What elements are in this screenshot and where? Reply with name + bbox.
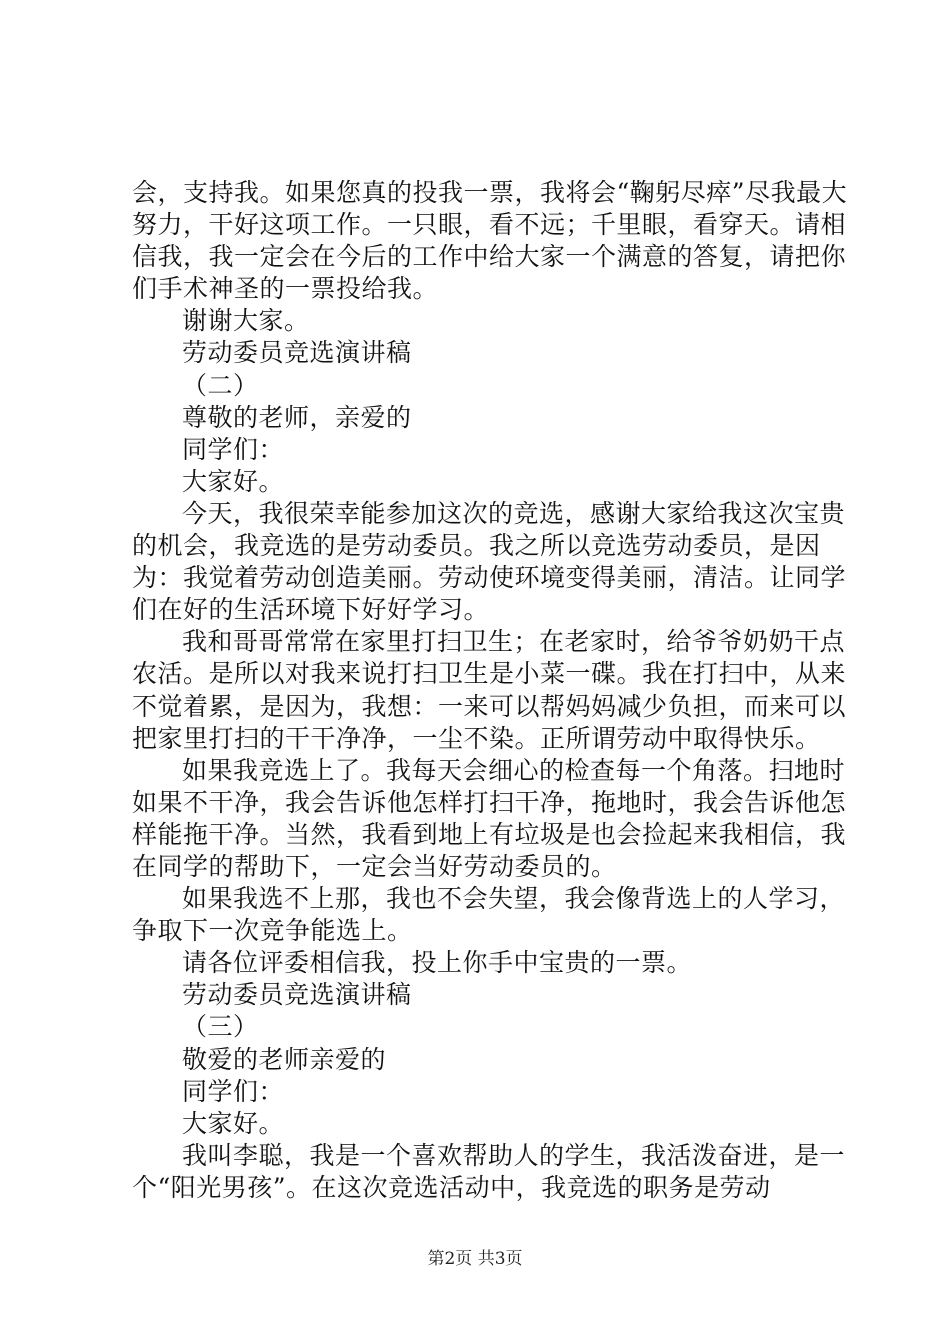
page-footer: 第2页 共3页 [427, 1249, 523, 1269]
section-number: （三） [182, 1012, 259, 1042]
section-number: （二） [182, 370, 259, 400]
paragraph: 会，支持我。如果您真的投我一票，我将会“鞠躬尽瘁”尽我最大努力，干好这项工作。一只眼，看不远；千里眼，看穿天。请相信我，我一定会在今后的工作中给大家一个满意的答复，请把你们手术神圣的一票投给我。 [132, 178, 848, 304]
section-heading: 劳动委员竞选演讲稿 [182, 338, 412, 368]
greeting: 大家好。 [182, 1108, 285, 1138]
salutation: 同学们： [182, 1076, 285, 1106]
greeting: 大家好。 [182, 466, 285, 496]
section-heading: 劳动委员竞选演讲稿 [182, 980, 412, 1010]
paragraph: 如果我选不上那，我也不会失望，我会像背选上的人学习，争取下一次竞争能选上。 [132, 884, 846, 946]
paragraph: 我和哥哥常常在家里打扫卫生；在老家时，给爷爷奶奶干点农活。是所以对我来说打扫卫生是小菜一碟。我在打扫中，从来不觉着累，是因为，我想：一来可以帮妈妈减少负担，而来可以把家里打扫的干干净净，一尘不染。正所谓劳动中取得快乐。 [132, 627, 847, 753]
salutation: 尊敬的老师，亲爱的 [182, 402, 412, 432]
paragraph: 今天，我很荣幸能参加这次的竞选，感谢大家给我这次宝贵的机会，我竞选的是劳动委员。我之所以竞选劳动委员，是因为：我觉着劳动创造美丽。劳动使环境变得美丽，清洁。让同学们在好的生活环境下好好学习。 [132, 498, 847, 625]
paragraph: 请各位评委相信我，投上你手中宝贵的一票。 [182, 948, 693, 978]
paragraph: 如果我竞选上了。我每天会细心的检查每一个角落。扫地时如果不干净，我会告诉他怎样打扫干净，拖地时，我会告诉他怎样能拖干净。当然，我看到地上有垃圾是也会捡起来我相信，我在同学的帮助下，一定会当好劳动委员的。 [132, 755, 847, 881]
paragraph: 谢谢大家。 [182, 306, 310, 336]
salutation: 敬爱的老师亲爱的 [182, 1044, 387, 1074]
document-body [132, 177, 852, 1204]
paragraph: 我叫李聪，我是一个喜欢帮助人的学生，我活泼奋进，是一个“阳光男孩”。在这次竞选活动中，我竞选的职务是劳动 [132, 1140, 846, 1202]
salutation: 同学们： [182, 434, 285, 464]
